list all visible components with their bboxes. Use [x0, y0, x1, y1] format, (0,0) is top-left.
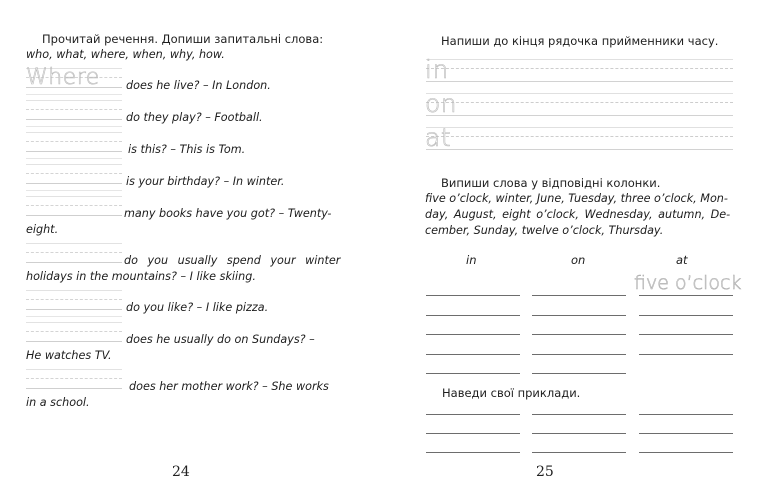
example-line-2-3[interactable]: [639, 433, 733, 434]
question-continuation-6: holidays in the mountains? – I like skiing.: [26, 270, 256, 283]
page-25: [379, 0, 758, 493]
answer-line-on-5[interactable]: [532, 373, 626, 374]
answer-line-3[interactable]: [26, 132, 122, 158]
example-line-1-3[interactable]: [639, 414, 733, 415]
example-line-3-2[interactable]: [532, 452, 626, 453]
example-line-3-3[interactable]: [639, 452, 733, 453]
answer-line-at-2[interactable]: [639, 315, 733, 316]
task-title-own-examples: Наведи свої приклади.: [442, 386, 581, 400]
question-text-8: does he usually do on Sundays? –: [126, 333, 315, 346]
question-text-5: many books have you got? – Twenty-: [124, 207, 332, 220]
example-line-1-1[interactable]: [426, 414, 520, 415]
page-number-left: 24: [172, 464, 190, 480]
example-line-2-1[interactable]: [426, 433, 520, 434]
task-title-prepositions: Напиши до кінця рядочка прийменники часу.: [441, 34, 719, 48]
column-header-on: on: [571, 253, 586, 267]
answer-line-at-3[interactable]: [639, 334, 733, 335]
answer-line-in-1[interactable]: [426, 295, 520, 296]
trace-row-at[interactable]: [425, 123, 733, 157]
word-list-line-3: cember, Sunday, twelve o’clock, Thursday.: [425, 224, 664, 237]
question-text-1: does he live? – In London.: [126, 79, 271, 92]
word-bank: who, what, where, when, why, how.: [26, 48, 225, 61]
question-text-9: does her mother work? – She works: [129, 380, 329, 393]
question-text-4: is your birthday? – In winter.: [126, 175, 285, 188]
example-line-1-2[interactable]: [532, 414, 626, 415]
answer-line-on-2[interactable]: [532, 315, 626, 316]
answer-line-on-3[interactable]: [532, 334, 626, 335]
question-continuation-9: in a school.: [26, 396, 90, 409]
word-list-line-1: five o’clock, winter, June, Tuesday, three o’clock, Mon-: [425, 192, 728, 205]
question-continuation-8: He watches TV.: [26, 349, 112, 362]
answer-line-at-1[interactable]: [639, 295, 733, 296]
answer-line-at-4[interactable]: [639, 354, 733, 355]
trace-row-in[interactable]: [425, 55, 733, 89]
answer-line-on-4[interactable]: [532, 354, 626, 355]
answer-line-1[interactable]: [26, 65, 122, 94]
example-line-2-2[interactable]: [532, 433, 626, 434]
word-list-line-2: day, August, eight o’clock, Wednesday, autumn, De-: [425, 208, 731, 221]
answer-line-on-1[interactable]: [532, 295, 626, 296]
answer-line-5[interactable]: [26, 196, 122, 222]
trace-word-at: at: [425, 123, 452, 152]
column-header-in: in: [466, 253, 477, 267]
answer-line-in-5[interactable]: [426, 373, 520, 374]
trace-word-in: in: [425, 55, 449, 84]
column-header-at: at: [676, 253, 688, 267]
answer-line-in-3[interactable]: [426, 334, 520, 335]
example-trace-word: Where: [26, 65, 100, 90]
question-text-6: do you usually spend your winter: [124, 254, 341, 267]
answer-line-in-4[interactable]: [426, 354, 520, 355]
page-number-right: 25: [536, 464, 554, 480]
question-text-7: do you like? – I like pizza.: [126, 301, 269, 314]
trace-word-on: on: [425, 89, 458, 118]
task-title-columns: Випиши слова у відповідні колонки.: [441, 176, 661, 190]
question-continuation-5: eight.: [26, 223, 59, 236]
example-line-3-1[interactable]: [426, 452, 520, 453]
answer-line-9[interactable]: [26, 369, 122, 395]
task-title-question-words: Прочитай речення. Допиши запитальні слова:: [42, 32, 324, 46]
example-trace-five-oclock: five o’clock: [634, 272, 742, 294]
question-text-3: is this? – This is Tom.: [128, 143, 246, 156]
question-text-2: do they play? – Football.: [126, 111, 263, 124]
answer-line-6[interactable]: [26, 243, 122, 269]
answer-line-2[interactable]: [26, 100, 122, 126]
answer-line-4[interactable]: [26, 164, 122, 190]
answer-line-7[interactable]: [26, 290, 122, 316]
answer-line-8[interactable]: [26, 322, 122, 348]
trace-row-on[interactable]: [425, 89, 733, 123]
answer-line-in-2[interactable]: [426, 315, 520, 316]
